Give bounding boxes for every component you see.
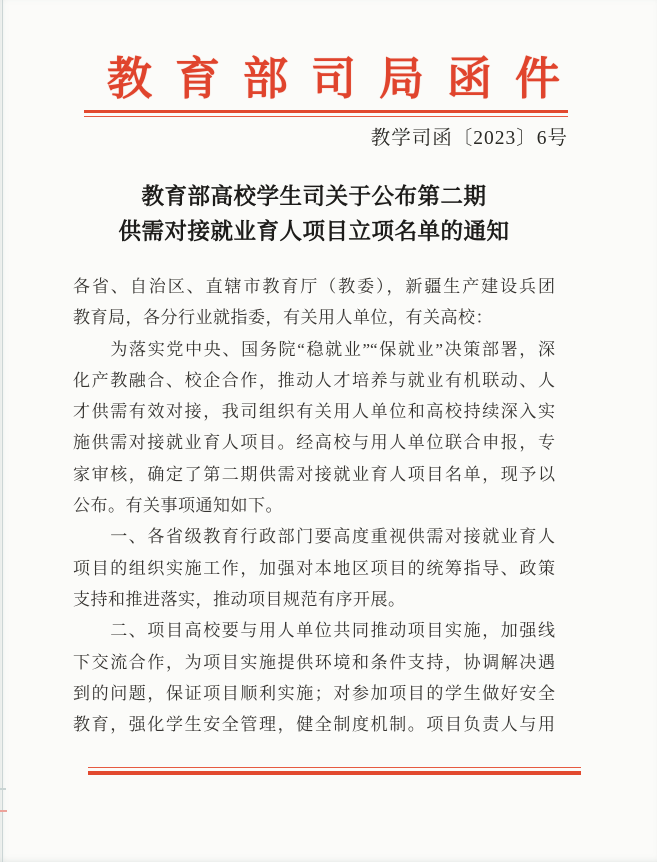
body-line: 一、各省级教育行政部门要高度重视供需对接就业育人: [73, 527, 555, 547]
body-line: 家审核，确定了第二期供需对接就业育人项目名单，现予以: [73, 464, 555, 484]
header-rule-thick: [84, 110, 568, 113]
body-line: 项目的组织实施工作，加强对本地区项目的统筹指导、政策: [73, 558, 555, 578]
body-line: 各省、自治区、直辖市教育厅（教委），新疆生产建设兵团: [73, 277, 555, 296]
body-line: 二、项目高校要与用人单位共同推动项目实施，加强线: [73, 621, 555, 641]
scan-artifact-pink: [0, 810, 7, 812]
header-rule-thin: [84, 116, 568, 117]
body-line: 才供需有效对接，我司组织有关用人单位和高校持续深入实: [73, 402, 555, 422]
body-line: 教育局，各分行业就指委，有关用人单位，有关高校：: [73, 308, 493, 328]
body-line: 支持和推进落实，推动项目规范有序开展。: [73, 589, 406, 609]
body-line: 化产教融合、校企合作，推动人才培养与就业有机联动、人: [73, 370, 555, 390]
body-line: 下交流合作，为项目实施提供环境和条件支持，协调解决遇: [73, 652, 555, 672]
notice-title-line2: 供需对接就业育人项目立项名单的通知: [118, 219, 510, 244]
body-line: 到的问题，保证项目顺利实施；对参加项目的学生做好安全: [73, 683, 555, 703]
footer-rule-thin: [88, 767, 581, 769]
body-line: 施供需对接就业育人项目。经高校与用人单位联合申报，专: [73, 433, 555, 453]
letterhead-title: 教育部司局函件: [107, 54, 584, 104]
notice-title: [73, 179, 555, 249]
body-line: 公布。有关事项通知如下。: [73, 496, 283, 516]
footer-rule-thick: [88, 771, 581, 775]
notice-title-line1: 教育部高校学生司关于公布第二期: [141, 184, 487, 209]
body-line: 为落实党中央、国务院“稳就业”“保就业”决策部署，深: [73, 339, 555, 359]
body-line: 教育，强化学生安全管理，健全制度机制。项目负责人与用: [73, 715, 555, 735]
notice-body: [73, 271, 555, 740]
document-number: 教学司函〔2023〕6号: [370, 128, 568, 149]
scan-edge-artifact: [2, 0, 3, 862]
scan-artifact-grey: [0, 788, 6, 790]
